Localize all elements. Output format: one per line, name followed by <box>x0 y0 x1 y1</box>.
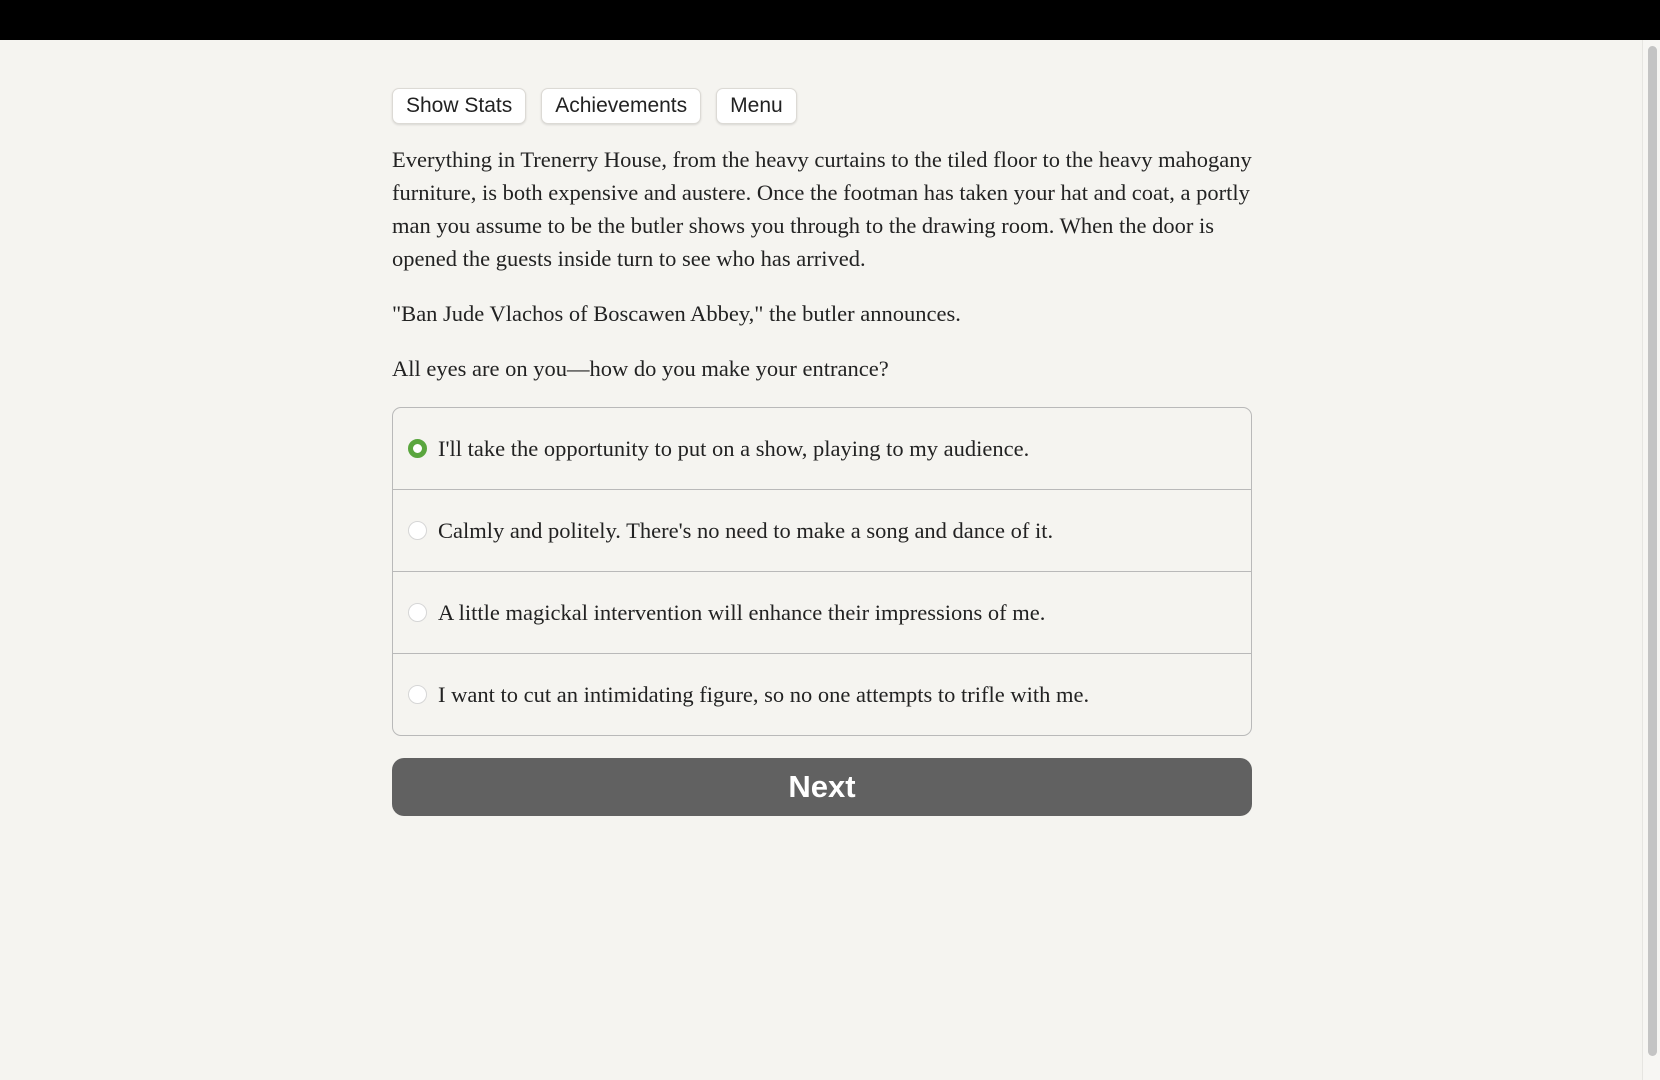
toolbar <box>392 88 1252 123</box>
radio-unselected-icon[interactable] <box>408 603 427 622</box>
menu-button[interactable]: Menu <box>716 88 797 124</box>
choice-option[interactable] <box>393 571 1251 653</box>
story-question: All eyes are on you—how do you make your entrance? <box>392 356 889 381</box>
show-stats-button[interactable]: Show Stats <box>392 88 526 124</box>
choice-label: Calmly and politely. There's no need to make a song and dance of it. <box>438 517 1054 543</box>
choice-option[interactable] <box>393 489 1251 571</box>
choice-option[interactable] <box>393 408 1251 489</box>
choice-label: I want to cut an intimidating figure, so no one attempts to trifle with me. <box>438 681 1090 707</box>
story-paragraph: Everything in Trenerry House, from the heavy curtains to the tiled floor to the heavy mahogany furniture, is both expensive and austere. Once the footman has taken your hat and coat, a portly man you assume to be the butler shows you through to the drawing room. When the door is opened the guests inside turn to see who has arrived. <box>392 147 1252 271</box>
choice-option[interactable] <box>393 653 1251 735</box>
choice-list <box>392 407 1252 736</box>
game-content <box>392 88 1252 816</box>
window-top-bar <box>0 0 1660 40</box>
next-button[interactable]: Next <box>392 758 1252 816</box>
scrollbar[interactable] <box>1642 40 1660 1080</box>
scrollbar-thumb[interactable] <box>1648 46 1657 1056</box>
radio-unselected-icon[interactable] <box>408 685 427 704</box>
story-paragraph: "Ban Jude Vlachos of Boscawen Abbey," the butler announces. <box>392 301 961 326</box>
choice-label: I'll take the opportunity to put on a show, playing to my audience. <box>438 435 1030 461</box>
radio-unselected-icon[interactable] <box>408 521 427 540</box>
choice-label: A little magickal intervention will enhance their impressions of me. <box>438 599 1046 625</box>
radio-selected-icon[interactable] <box>408 439 427 458</box>
achievements-button[interactable]: Achievements <box>541 88 701 124</box>
